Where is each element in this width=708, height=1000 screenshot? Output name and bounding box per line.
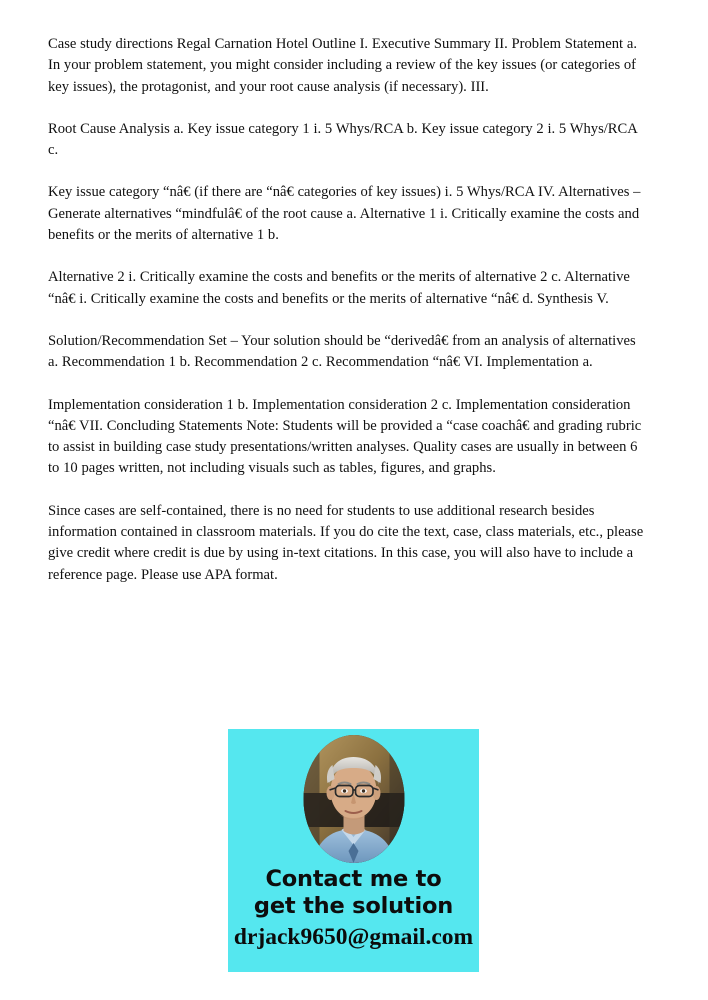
paragraph-implementation-considerations: Implementation consideration 1 b. Implementation consideration 2 c. Implementation consideration “nâ€ VII. Concluding Statements Note: Students will be provided a “case coachâ€ and grading rubric to assist in building case study presentations/written analyses. Quality cases are usually in between 6 to 10 pages written, not including visuals such as tables, figures, and graphs.: [48, 396, 645, 477]
paragraph-key-issue-category-alternatives: Key issue category “nâ€ (if there are “nâ€ categories of key issues) i. 5 Whys/RCA IV. Alternatives – Generate alternatives “mindfulâ€ of the root cause a. Alternative 1 i. Critically examine the costs and benefits or the merits of alternative 1 b.: [48, 184, 645, 244]
contact-banner-headline-line-1: Contact me to: [265, 866, 442, 892]
paragraph-alternative-2-synthesis: Alternative 2 i. Critically examine the costs and benefits or the merits of alternative 2 c. Alternative “nâ€ i. Critically examine the costs and benefits or the merits of alternative “nâ€ d. Synthesis V.: [48, 269, 634, 307]
paragraph-root-cause-analysis: Root Cause Analysis a. Key issue category 1 i. 5 Whys/RCA b. Key issue category 2 i. 5 Whys/RCA c.: [48, 120, 641, 159]
contact-banner-headline-line-2: get the solution: [253, 893, 454, 919]
portrait-photo-icon: [303, 735, 404, 863]
paragraph-case-study-directions: Case study directions Regal Carnation Hotel Outline I. Executive Summary II. Problem Statement a. In your problem statement, you might consider including a review of the key issues (or categories of key issues), the protagonist, and your root cause analysis (if necessary). III.: [48, 36, 641, 95]
avatar: [303, 735, 404, 863]
document-text-body: [48, 34, 648, 586]
contact-email[interactable]: drjack9650@gmail.com: [233, 924, 474, 950]
paragraph-self-contained-cases-apa: Since cases are self-contained, there is no need for students to use additional research besides information contained in classroom materials. If you do cite the text, case, class materials, etc., please give credit where credit is due by using in-text citations. In this case, you will also have to include a reference page. Please use APA format.: [48, 502, 647, 583]
contact-banner-headline: [228, 866, 479, 920]
paragraph-solution-recommendation-set: Solution/Recommendation Set – Your solution should be “derivedâ€ from an analysis of alternatives a. Recommendation 1 b. Recommendation 2 c. Recommendation “nâ€ VI. Implementation a.: [48, 332, 640, 371]
contact-banner: [228, 729, 479, 972]
